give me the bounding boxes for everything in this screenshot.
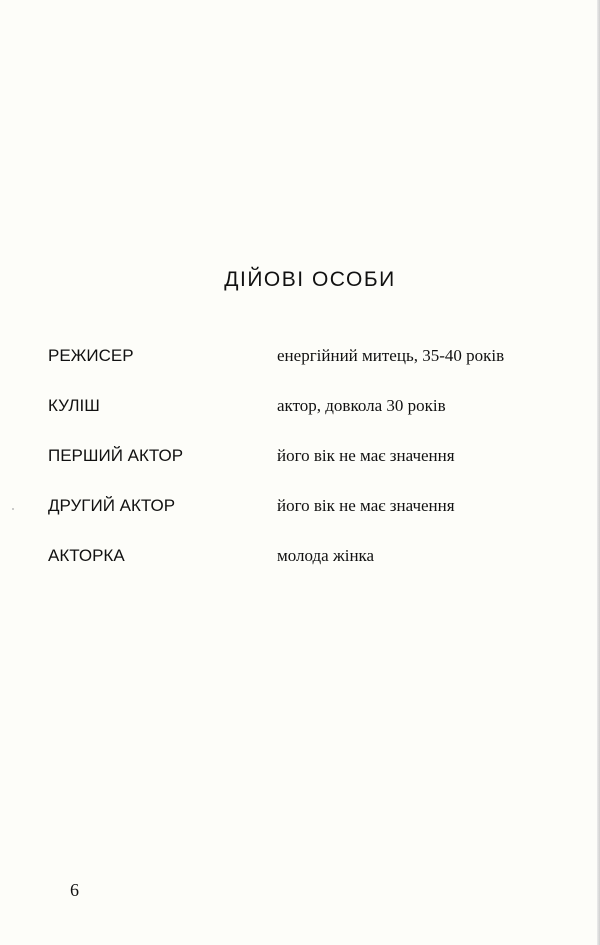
paper-speck: [12, 508, 14, 510]
cast-list: [0, 346, 600, 596]
cast-row: [0, 346, 600, 396]
page-title: ДІЙОВІ ОСОБИ: [224, 268, 396, 291]
cast-description: енергійний митець, 35-40 років: [277, 346, 505, 365]
cast-description: актор, довкола 30 років: [277, 396, 446, 415]
cast-role: ДРУГИЙ АКТОР: [48, 496, 176, 515]
cast-row: [0, 546, 600, 596]
cast-description: молода жінка: [277, 546, 375, 565]
page-number: 6: [70, 880, 79, 900]
cast-role: АКТОРКА: [48, 546, 125, 565]
cast-role: КУЛІШ: [48, 396, 100, 415]
cast-description: його вік не має значення: [277, 446, 455, 465]
cast-row: [0, 396, 600, 446]
cast-role: РЕЖИСЕР: [48, 346, 134, 365]
cast-row: [0, 496, 600, 546]
cast-description: його вік не має значення: [277, 496, 455, 515]
cast-row: [0, 446, 600, 496]
cast-role: ПЕРШИЙ АКТОР: [48, 446, 184, 465]
